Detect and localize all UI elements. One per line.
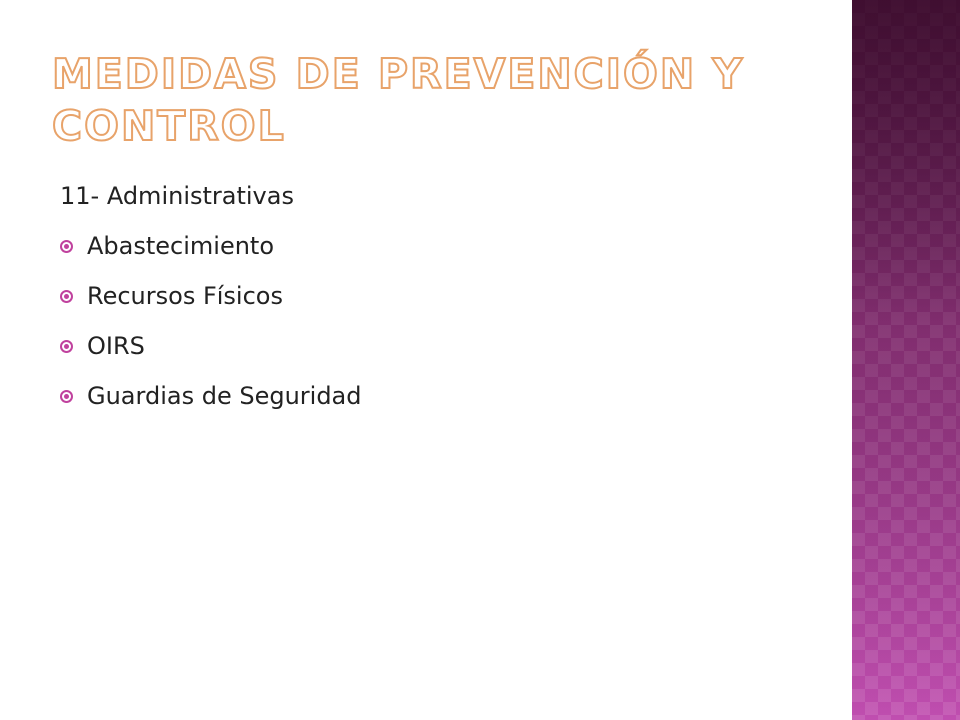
section-heading: 11- Administrativas	[60, 182, 294, 210]
slide-title: MEDIDAS DE PREVENCIÓN Y CONTROL	[52, 50, 745, 150]
list-item	[60, 278, 820, 314]
list-item-label: Guardias de Seguridad	[87, 382, 362, 410]
list-item	[60, 328, 820, 364]
circle-dot-icon	[60, 240, 73, 253]
circle-dot-icon	[60, 340, 73, 353]
list-item-label: Abastecimiento	[87, 232, 275, 260]
list-item	[60, 228, 820, 264]
bullet-list	[60, 228, 820, 414]
list-item	[60, 378, 820, 414]
slide-content	[60, 178, 820, 428]
list-item-label: Recursos Físicos	[87, 282, 283, 310]
list-item-label: OIRS	[87, 332, 145, 360]
decorative-side-band	[852, 0, 960, 720]
circle-dot-icon	[60, 390, 73, 403]
circle-dot-icon	[60, 290, 73, 303]
